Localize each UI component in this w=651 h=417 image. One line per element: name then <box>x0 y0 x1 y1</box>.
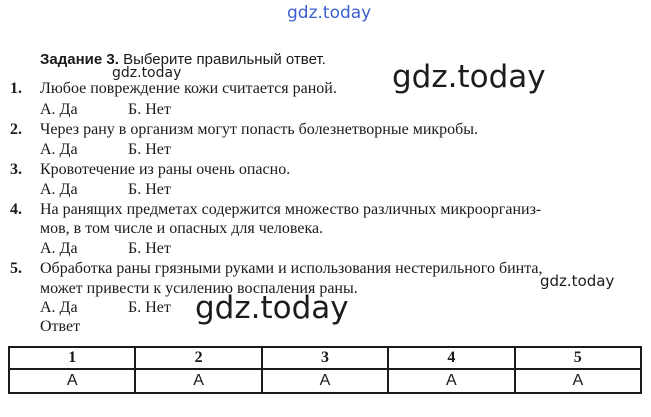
watermark-small: gdz.today <box>112 65 182 81</box>
answer-header-cell: 4 <box>388 347 514 369</box>
watermark-top: gdz.today <box>287 3 372 23</box>
question-text: Обработка раны грязными руками и использования нестерильного бинта, <box>40 260 543 277</box>
option-b: Б. Нет <box>128 299 171 316</box>
answer-value-cell: А <box>388 369 514 393</box>
option-b: Б. Нет <box>128 101 171 118</box>
option-a: А. Да <box>40 299 78 316</box>
answer-label: Ответ <box>40 318 81 335</box>
option-a: А. Да <box>40 141 78 158</box>
task-title: Задание 3. <box>40 51 119 68</box>
answer-table <box>8 346 642 394</box>
answer-table-value-row <box>9 369 641 393</box>
answer-header-cell: 2 <box>135 347 261 369</box>
task-heading <box>40 51 326 68</box>
option-a: А. Да <box>40 181 78 198</box>
answer-table-header-row <box>9 347 641 369</box>
question-number: 4. <box>10 201 22 218</box>
question-text: Любое повреждение кожи считается раной. <box>40 80 337 97</box>
answer-header-cell: 3 <box>262 347 388 369</box>
question-text: На ранящих предметах содержится множество различных микроорганиз- <box>40 201 542 218</box>
answer-header-cell: 1 <box>9 347 135 369</box>
answer-value-cell: А <box>515 369 641 393</box>
task-instruction: Выберите правильный ответ. <box>123 51 326 68</box>
watermark-mid: gdz.today <box>195 290 349 326</box>
question-number: 2. <box>10 121 22 138</box>
question-text: Через рану в организм могут попасть болезнетворные микробы. <box>40 121 479 138</box>
question-text-continued: может привести к усилению воспаления раны. <box>40 280 358 297</box>
option-b: Б. Нет <box>128 240 171 257</box>
option-a: А. Да <box>40 240 78 257</box>
option-b: Б. Нет <box>128 141 171 158</box>
question-text: Кровотечение из раны очень опасно. <box>40 161 291 178</box>
watermark-big: gdz.today <box>392 59 546 95</box>
option-a: А. Да <box>40 101 78 118</box>
watermark-right: gdz.today <box>540 272 615 290</box>
answer-header-cell: 5 <box>515 347 641 369</box>
option-b: Б. Нет <box>128 181 171 198</box>
answer-value-cell: А <box>135 369 261 393</box>
question-number: 3. <box>10 161 22 178</box>
question-number: 5. <box>10 260 22 277</box>
answer-value-cell: А <box>262 369 388 393</box>
answer-value-cell: А <box>9 369 135 393</box>
question-text-continued: мов, в том числе и опасных для человека. <box>40 220 324 237</box>
question-number: 1. <box>10 80 22 97</box>
